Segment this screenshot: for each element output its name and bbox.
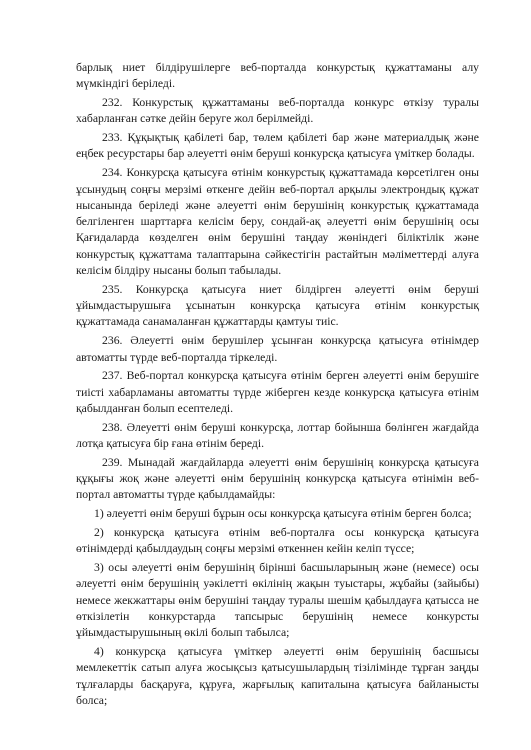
paragraph-238: 238. Әлеуетті өнім беруші конкурсқа, лоттар бойынша бөлінген жағдайда лотқа қатысуға бір ғана өтінім береді. [76, 420, 479, 451]
paragraph-232: 232. Конкурстық құжаттаманы веб-порталда конкурс өткізу туралы хабарланған сәтке дейін беруге жол берілмейді. [76, 96, 479, 126]
paragraph-239: 239. Мынадай жағдайларда әлеуетті өнім берушінің конкурсқа қатысуға құқығы жоқ және әлеуетті өнім берушінің конкурсқа қатысуға өтінімін веб-портал автоматты түрде қабылдамайды: [76, 455, 479, 502]
paragraph-235: 235. Конкурсқа қатысуға ниет білдірген әлеуетті өнім беруші ұйымдастырушыға ұсынатын конкурсқа қатысуға өтінім конкурстық құжаттамада санамаланған құжаттарды қамтуы тиіс. [76, 282, 479, 329]
list-item-1: 1) әлеуетті өнім беруші бұрын осы конкурсқа қатысуға өтінім берген болса; [94, 507, 472, 521]
paragraph-234: 234. Конкурсқа қатысуға өтінім конкурстық құжаттамада көрсетілген оны ұсынудың соңғы мерзімі өткенге дейін веб-портал арқылы электрондық құжат нысанында беріледі және әлеуетті өнім берушінің конкурстық құжаттамада белгіленген шарттарға келісім беру, сондай-ақ әлеуетті өнім берушінің осы Қағидаларда көзделген өнім берушіні таңдау жөніндегі біліктілік және конкурстық құжаттама талаптарына сәйкестігін растайтын мәліметтерді алуға келісім білдіру нысаны болып табылады. [76, 166, 479, 278]
paragraph-236: 236. Әлеуетті өнім берушілер ұсынған конкурсқа қатысуға өтінімдер автоматты түрде веб-порталда тіркеледі. [76, 334, 479, 364]
paragraph-233: 233. Құқықтық қабілеті бар, төлем қабілеті бар және материалдық және еңбек ресурстары бар әлеуетті өнім беруші конкурсқа қатысуға үміткер болады. [76, 131, 479, 161]
list-item-4: 4) конкурсқа қатысуға үміткер әлеуетті өнім берушінің басшысы мемлекеттік сатып алуға жосықсыз қатысушылардың тізілімінде тұрған заңды тұлғаларды басқаруға, құруға, жарғылық капиталына қатысуға байланысты болса; [76, 645, 479, 707]
paragraph-continued: барлық ниет білдірушілерге веб-порталда конкурстық құжаттаманы алу мүмкіндігі беріледі. [76, 61, 479, 91]
list-item-3: 3) осы әлеуетті өнім берушінің бірінші басшыларының және (немесе) осы әлеуетті өнім берушінің уәкілетті өкілінің жақын туыстары, жұбайы (зайыбы) немесе жекжаттары өнім берушіні таңдау туралы шешім қабылдауға қатысса не өткізілетін конкурстарда тапсырыс берушінің немесе конкурсты ұйымдастырушының өкілі болып табылса; [76, 561, 479, 640]
list-item-2: 2) конкурсқа қатысуға өтінім веб-порталға осы конкурсқа қатысуға өтінімдерді қабылдаудың соңғы мерзімі өткеннен кейін келіп түссе; [76, 526, 479, 556]
paragraph-237: 237. Веб-портал конкурсқа қатысуға өтінім берген әлеуетті өнім берушіге тиісті хабарламаны автоматты түрде жіберген кезде конкурсқа қатысуға өтінім қабылданған болып есептеледі. [76, 369, 479, 415]
